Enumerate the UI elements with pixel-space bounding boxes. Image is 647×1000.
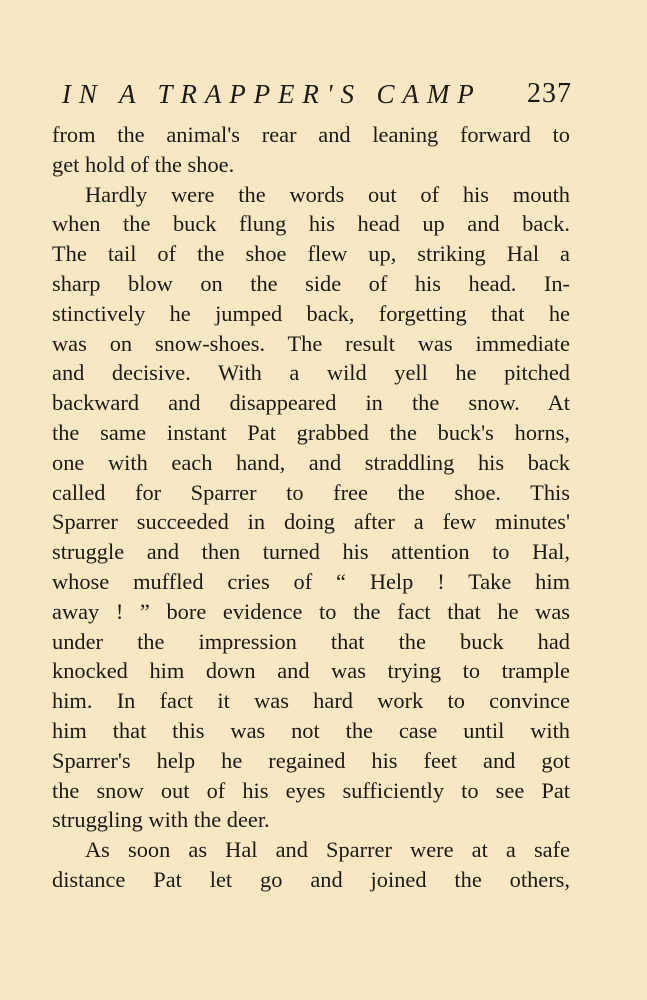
- text-line: Sparrer succeeded in doing after a few minutes': [52, 509, 570, 535]
- text-line: from the animal's rear and leaning forward to: [52, 122, 570, 147]
- text-line: whose muffled cries of “ Help ! Take him: [52, 568, 570, 594]
- text-line: the same instant Pat grabbed the buck's horns,: [52, 419, 570, 445]
- text-line: Hardly were the words out of his mouth: [85, 181, 570, 207]
- text-line: knocked him down and was trying to trample: [52, 658, 570, 684]
- text-line: the snow out of his eyes sufficiently to see Pat: [52, 777, 570, 803]
- text-line: him. In fact it was hard work to convince: [52, 688, 570, 714]
- running-head: [62, 74, 572, 114]
- text-line: stinctively he jumped back, forgetting that he: [52, 300, 570, 326]
- text-line: distance Pat let go and joined the others,: [52, 866, 570, 892]
- text-line: backward and disappeared in the snow. At: [52, 390, 570, 416]
- text-line: get hold of the shoe.: [52, 151, 235, 177]
- text-line: sharp blow on the side of his head. In-: [52, 270, 570, 296]
- text-line: when the buck flung his head up and back.: [52, 211, 570, 237]
- text-line: him that this was not the case until with: [52, 717, 570, 743]
- text-line: and decisive. With a wild yell he pitched: [52, 360, 570, 386]
- text-line: struggle and then turned his attention to Hal,: [52, 539, 570, 565]
- text-line: under the impression that the buck had: [52, 628, 570, 654]
- text-line: was on snow-shoes. The result was immediate: [52, 330, 570, 356]
- text-line: Sparrer's help he regained his feet and got: [52, 747, 570, 773]
- text-line: struggling with the deer.: [52, 807, 270, 833]
- text-line: away ! ” bore evidence to the fact that he was: [52, 598, 570, 624]
- text-line: one with each hand, and straddling his back: [52, 449, 570, 475]
- body-text: [52, 120, 570, 895]
- running-title: IN A TRAPPER'S CAMP: [62, 79, 482, 109]
- text-line: As soon as Hal and Sparrer were at a safe: [85, 837, 570, 863]
- text-line: The tail of the shoe flew up, striking Hal a: [52, 241, 570, 267]
- text-line: called for Sparrer to free the shoe. This: [52, 479, 570, 505]
- page-number: 237: [527, 78, 572, 109]
